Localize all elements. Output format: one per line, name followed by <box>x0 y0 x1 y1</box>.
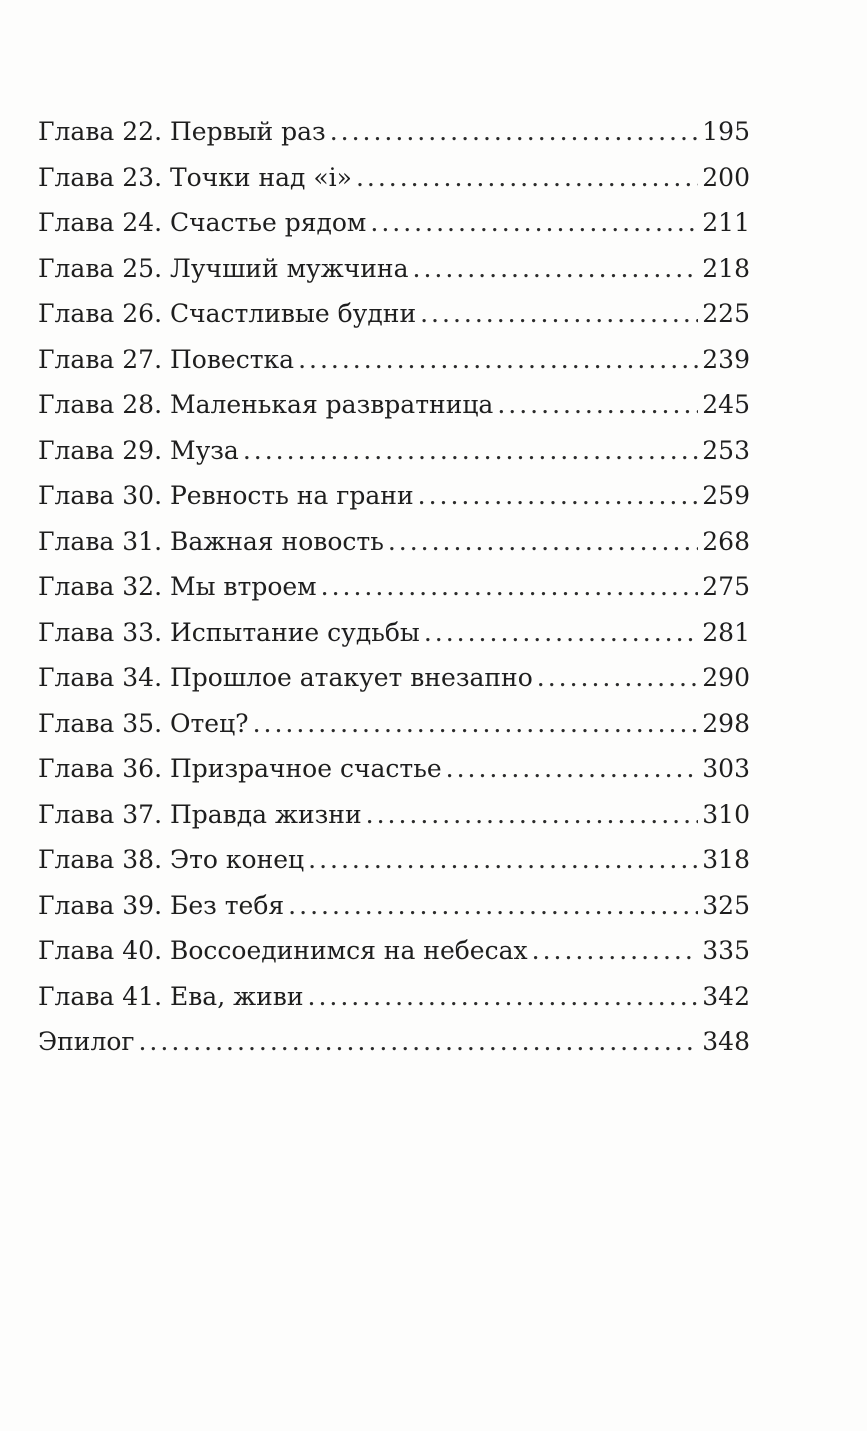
chapter-title: Глава 33. Испытание судьбы <box>38 617 420 647</box>
page-number: 325 <box>702 890 750 920</box>
toc-entry <box>38 564 750 610</box>
page-number: 290 <box>702 663 750 692</box>
dot-leader <box>308 974 699 1020</box>
page-number: 310 <box>702 799 750 829</box>
toc-entry <box>38 473 750 519</box>
toc-entry <box>38 746 750 792</box>
dot-leader <box>321 564 699 610</box>
dot-leader <box>446 746 699 792</box>
page-number: 253 <box>702 435 750 465</box>
toc-entry <box>38 883 750 929</box>
toc-entry-epilogue <box>38 1019 750 1065</box>
chapter-title: Глава 30. Ревность на грани <box>38 481 414 510</box>
page-number: 195 <box>702 117 750 146</box>
chapter-title: Глава 31. Важная новость <box>38 526 384 556</box>
page-number: 259 <box>702 481 750 510</box>
dot-leader <box>370 200 698 246</box>
page-number: 268 <box>702 526 750 556</box>
dot-leader <box>298 337 698 383</box>
chapter-title: Глава 32. Мы втроем <box>38 572 317 601</box>
dot-leader <box>253 701 699 747</box>
chapter-title: Глава 35. Отец? <box>38 708 249 738</box>
toc-entry <box>38 928 750 974</box>
dot-leader <box>413 246 699 292</box>
dot-leader <box>330 109 699 155</box>
toc-entry <box>38 109 750 155</box>
toc-entry <box>38 291 750 337</box>
chapter-title: Глава 25. Лучший мужчина <box>38 253 409 283</box>
chapter-title: Глава 40. Воссоединимся на небесах <box>38 936 528 965</box>
page-number: 348 <box>702 1027 750 1056</box>
table-of-contents <box>38 109 750 1065</box>
toc-entry <box>38 701 750 747</box>
dot-leader <box>420 291 698 337</box>
dot-leader <box>537 655 699 701</box>
chapter-title: Глава 37. Правда жизни <box>38 799 362 829</box>
dot-leader <box>288 883 698 929</box>
chapter-title: Глава 26. Счастливые будни <box>38 299 417 328</box>
toc-entry <box>38 428 750 474</box>
page-number: 335 <box>702 936 750 965</box>
chapter-title: Глава 23. Точки над «i» <box>38 162 352 192</box>
page-number: 200 <box>702 162 750 192</box>
page-number: 298 <box>702 708 750 738</box>
toc-entry <box>38 837 750 883</box>
page-number: 218 <box>702 253 750 283</box>
chapter-title: Глава 29. Муза <box>38 435 239 465</box>
chapter-title: Глава 22. Первый раз <box>38 117 326 146</box>
toc-entry <box>38 792 750 838</box>
page-number: 225 <box>702 299 750 328</box>
toc-entry <box>38 382 750 428</box>
dot-leader <box>532 928 699 974</box>
chapter-title: Эпилог <box>38 1027 135 1056</box>
toc-entry <box>38 246 750 292</box>
chapter-title: Глава 28. Маленькая развратница <box>38 390 494 419</box>
page-number: 281 <box>702 617 750 647</box>
toc-entry <box>38 155 750 201</box>
chapter-title: Глава 36. Призрачное счастье <box>38 754 442 783</box>
page-number: 318 <box>702 845 750 874</box>
toc-entry <box>38 610 750 656</box>
toc-entry <box>38 337 750 383</box>
dot-leader <box>366 792 699 838</box>
dot-leader <box>424 610 698 656</box>
toc-entry <box>38 200 750 246</box>
chapter-title: Глава 41. Ева, живи <box>38 981 304 1011</box>
dot-leader <box>356 155 698 201</box>
dot-leader <box>243 428 698 474</box>
dot-leader <box>138 1019 698 1065</box>
chapter-title: Глава 38. Это конец <box>38 845 305 874</box>
chapter-title: Глава 39. Без тебя <box>38 890 285 920</box>
toc-entry <box>38 655 750 701</box>
chapter-title: Глава 27. Повестка <box>38 344 295 374</box>
dot-leader <box>418 473 699 519</box>
dot-leader <box>308 837 698 883</box>
page-number: 239 <box>702 344 750 374</box>
page-number: 303 <box>702 754 750 783</box>
page-number: 245 <box>702 390 750 419</box>
chapter-title: Глава 34. Прошлое атакует внезапно <box>38 663 533 692</box>
toc-entry <box>38 519 750 565</box>
page-number: 211 <box>702 208 750 237</box>
dot-leader <box>497 382 698 428</box>
dot-leader <box>388 519 698 565</box>
page-number: 342 <box>702 981 750 1011</box>
chapter-title: Глава 24. Счастье рядом <box>38 208 367 237</box>
page-number: 275 <box>702 572 750 601</box>
toc-entry <box>38 974 750 1020</box>
